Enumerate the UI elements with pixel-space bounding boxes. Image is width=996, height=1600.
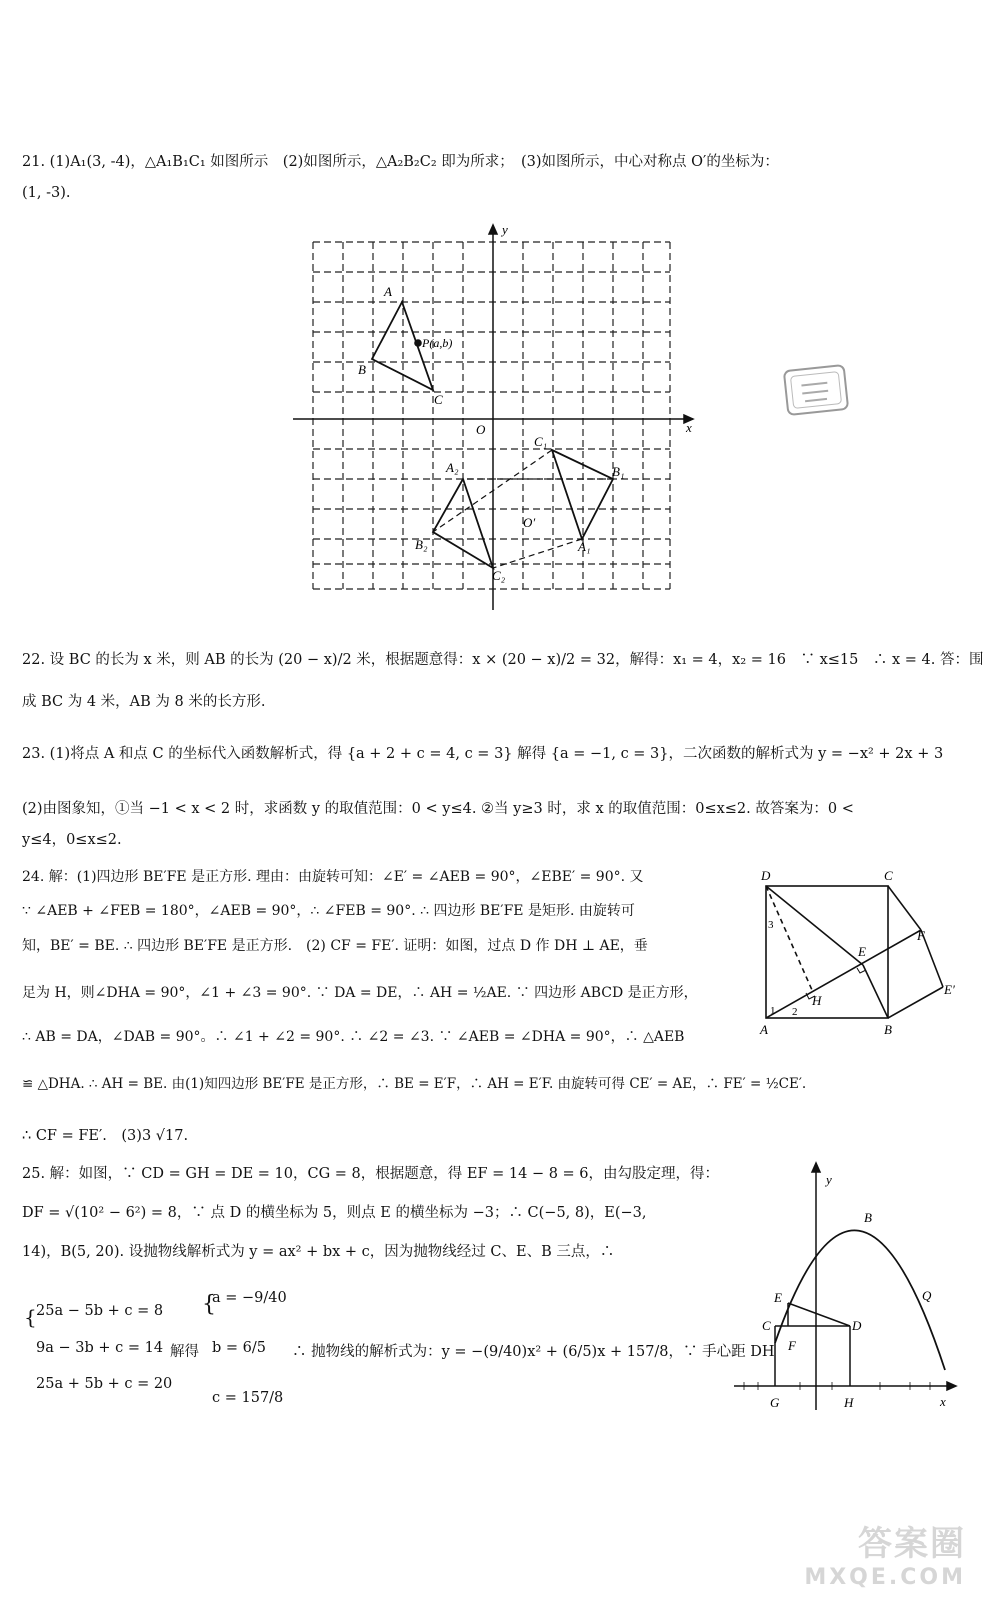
label-c: C	[884, 868, 893, 883]
angle-1: 1	[770, 1005, 776, 1017]
q25-eq3: 25a + 5b + c = 20	[36, 1376, 173, 1392]
q23-line2: (2)由图象知，①当 −1 < x < 2 时，求函数 y 的取值范围：0 < y≤4. ②当 y≥3 时，求 x 的取值范围：0≤x≤2. 故答案为：0 <	[22, 801, 854, 817]
label-c: C	[434, 392, 443, 407]
label-f: F	[917, 928, 925, 943]
label-c2: C₂	[492, 568, 506, 583]
q25-sol-b: b = 6/5	[212, 1340, 266, 1356]
label-a1: A₁	[578, 539, 591, 554]
y-axis-label: y	[826, 1172, 832, 1187]
q25-line3: 14)，B(5, 20). 设抛物线解析式为 y = ax² + bx + c，因为抛物线经过 C、E、B 三点，∴	[22, 1244, 615, 1260]
label-o-prime: O′	[523, 515, 536, 530]
label-b1: B₁	[612, 464, 625, 479]
label-d: D	[761, 868, 771, 883]
q25-brace-right: {	[202, 1292, 216, 1317]
q22-line2: 成 BC 为 4 米，AB 为 8 米的长方形.	[22, 694, 266, 710]
label-b: B	[864, 1210, 872, 1225]
q25-tail: ∴ 抛物线的解析式为：y = −(9/40)x² + (6/5)x + 157/8，∵ 手心距 DH	[292, 1344, 775, 1360]
label-e: E	[774, 1290, 782, 1305]
q24-square-rotation-figure	[756, 862, 966, 1040]
label-b2: B₂	[415, 537, 428, 552]
q24-line7: ∴ CF = FE′. (3)3 √17.	[22, 1128, 189, 1144]
q21-line1: 21. (1)A₁(3, -4)，△A₁B₁C₁ 如图所示 (2)如图所示，△A₂B₂C₂ 即为所求； (3)如图所示，中心对称点 O′的坐标为：	[22, 154, 779, 170]
label-a: A	[760, 1022, 768, 1037]
stamp-logo	[780, 362, 852, 420]
q25-parabola-figure	[730, 1160, 960, 1415]
label-f: F	[788, 1338, 796, 1353]
point-p	[414, 339, 422, 347]
q25-solved-word: 解得	[170, 1344, 199, 1360]
q25-line1: 25. 解：如图，∵ CD = GH = DE = 10，CG = 8，根据题意，得 EF = 14 − 8 = 6，由勾股定理，得：	[22, 1166, 720, 1182]
label-a2: A₂	[446, 460, 459, 475]
label-b: B	[884, 1022, 892, 1037]
axes	[293, 225, 693, 610]
q22-line1: 22. 设 BC 的长为 x 米，则 AB 的长为 (20 − x)/2 米，根据题意得：x × (20 − x)/2 = 32，解得：x₁ = 4，x₂ = 16 ∵ x≤15 ∴ x = 4. 答：围	[22, 652, 984, 668]
label-c: C	[762, 1318, 771, 1333]
q24-line6: ≌ △DHA. ∴ AH = BE. 由(1)知四边形 BE′FE 是正方形，∴ BE = E′F，∴ AH = E′F. 由旋转可得 CE′ = AE，∴ FE′ = ½CE′.	[22, 1076, 807, 1092]
q25-eq2: 9a − 3b + c = 14	[36, 1340, 164, 1356]
q21-line2: (1, -3).	[22, 185, 71, 201]
parabola-curve	[775, 1230, 945, 1370]
origin-label: O	[476, 422, 486, 437]
x-axis-label: x	[686, 420, 692, 435]
label-p: P(a,b)	[422, 336, 453, 350]
q25-sol-a: a = −9/40	[212, 1290, 287, 1306]
q25-brace-left: {	[24, 1305, 37, 1329]
watermark-title: 答案圈	[858, 1524, 966, 1564]
label-h: H	[812, 993, 822, 1008]
label-b: B	[358, 362, 366, 377]
label-a: A	[384, 284, 392, 299]
q24-line5: ∴ AB = DA，∠DAB = 90°。∴ ∠1 + ∠2 = 90°. ∴ ∠2 = ∠3. ∵ ∠AEB = ∠DHA = 90°，∴ △AEB	[22, 1029, 685, 1045]
label-h: H	[844, 1395, 854, 1410]
q24-line4: 足为 H，则∠DHA = 90°，∠1 + ∠3 = 90°. ∵ DA = DE，∴ AH = ½AE. ∵ 四边形 ABCD 是正方形，	[22, 985, 698, 1001]
x-axis-label: x	[940, 1394, 946, 1409]
label-c1: C₁	[534, 434, 548, 449]
label-q: Q	[922, 1288, 932, 1303]
q25-sol-c: c = 157/8	[212, 1390, 284, 1406]
label-e-prime: E′	[944, 982, 955, 997]
q25-line2: DF = √(10² − 6²) = 8，∵ 点 D 的横坐标为 5，则点 E 的横坐标为 −3；∴ C(−5, 8)，E(−3,	[22, 1205, 647, 1221]
label-d: D	[852, 1318, 862, 1333]
y-axis-label: y	[502, 222, 508, 237]
q23-line3: y≤4，0≤x≤2.	[22, 832, 122, 848]
dashed-grid	[313, 242, 670, 589]
q24-line1: 24. 解：(1)四边形 BE′FE 是正方形. 理由：由旋转可知：∠E′ = ∠AEB = 90°，∠EBE′ = 90°. 又	[22, 869, 644, 885]
watermark-logo	[804, 1516, 966, 1590]
q21-coordinate-grid-figure	[288, 222, 700, 614]
q25-eq1: 25a − 5b + c = 8	[36, 1303, 164, 1319]
q24-line3: 知，BE′ = BE. ∴ 四边形 BE′FE 是正方形. (2) CF = FE′. 证明：如图，过点 D 作 DH ⊥ AE，垂	[22, 938, 648, 954]
angle-3: 3	[768, 919, 774, 931]
watermark-url: MXQE.COM	[804, 1565, 966, 1590]
q23-line1: 23. (1)将点 A 和点 C 的坐标代入函数解析式，得 {a + 2 + c = 4, c = 3} 解得 {a = −1, c = 3}，二次函数的解析式为 y = −x² + 2x + 3	[22, 746, 944, 762]
label-e: E	[858, 944, 866, 959]
angle-2: 2	[792, 1006, 798, 1018]
q24-line2: ∵ ∠AEB + ∠FEB = 180°，∠AEB = 90°，∴ ∠FEB = 90°. ∴ 四边形 BE′FE 是矩形. 由旋转可	[22, 903, 635, 919]
label-g: G	[770, 1395, 780, 1410]
